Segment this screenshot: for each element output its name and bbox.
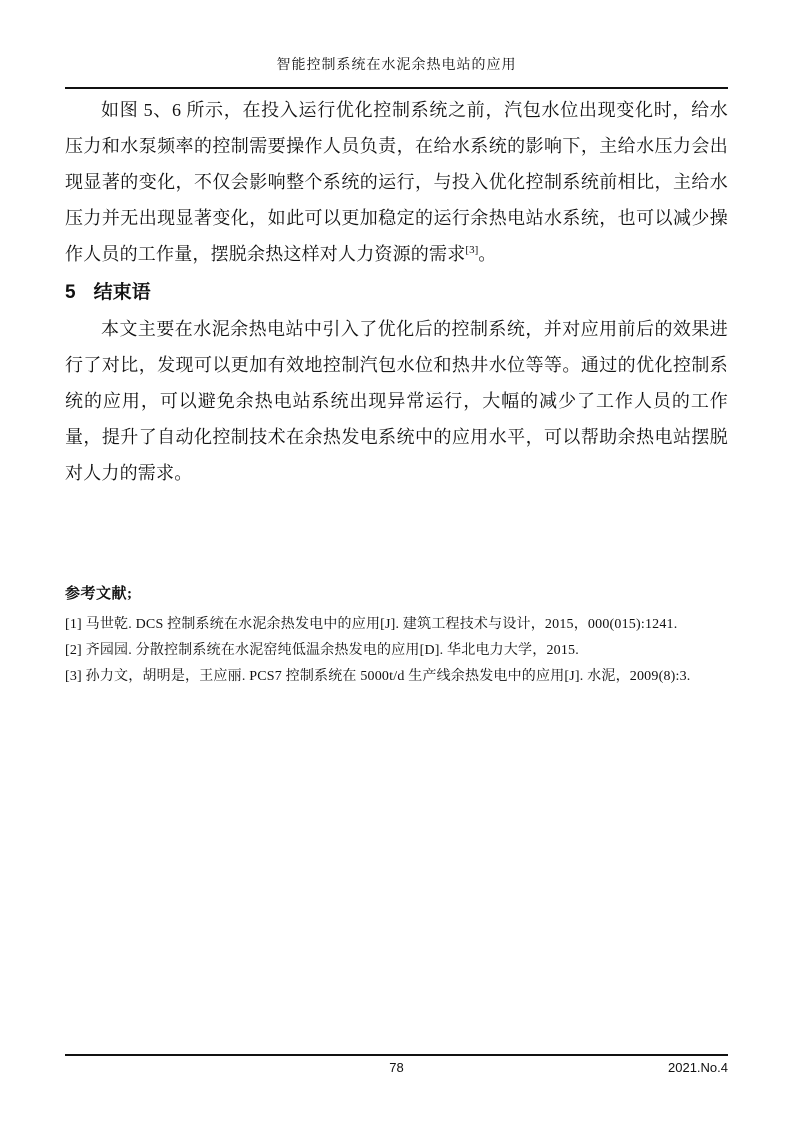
reference-item-2: [2] 齐园园. 分散控制系统在水泥窑纯低温余热发电的应用[D]. 华北电力大学，2015. [65, 643, 579, 658]
paragraph-1 [65, 92, 728, 272]
paragraph-1-tail: 。 [478, 244, 497, 264]
references-section [65, 583, 728, 690]
paragraph-2-text: 本文主要在水泥余热电站中引入了优化后的控制系统，并对应用前后的效果进行了对比，发现可以更加有效地控制汽包水位和热井水位等等。通过的优化控制系统的应用，可以避免余热电站系统出现异常运行，大幅的减少了工作人员的工作量，提升了自动化控制技术在余热发电系统中的应用水平，可以帮助余热电站摆脱对人力的需求。 [65, 319, 728, 483]
running-header [65, 56, 728, 89]
footer-page-number: 78 [389, 1060, 404, 1075]
citation-superscript: [3] [465, 244, 479, 256]
section-heading-conclusion [65, 278, 728, 308]
reference-list [65, 612, 728, 690]
reference-item-3: [3] 孙力文，胡明是，王应丽. PCS7 控制系统在 5000t/d 生产线余热发电中的应用[J]. 水泥，2009(8):3. [65, 669, 691, 684]
paragraph-2 [65, 311, 728, 491]
reference-item-1: [1] 马世乾. DCS 控制系统在水泥余热发电中的应用[J]. 建筑工程技术与设计，2015，000(015):1241. [65, 617, 678, 632]
page-content [65, 0, 728, 690]
page-footer [65, 1054, 728, 1078]
references-heading: 参考文献; [65, 586, 133, 602]
section-title: 结束语 [93, 282, 151, 303]
paragraph-1-text: 如图 5、6 所示，在投入运行优化控制系统之前，汽包水位出现变化时，给水压力和水泵频率的控制需要操作人员负责，在给水系统的影响下，主给水压力会出现显著的变化，不仅会影响整个系统的运行，与投入优化控制系统前相比，主给水压力并无出现显著变化，如此可以更加稳定的运行余热电站水系统，也可以减少操作人员的工作量，摆脱余热这样对人力资源的需求 [65, 100, 728, 264]
running-header-title: 智能控制系统在水泥余热电站的应用 [276, 58, 517, 73]
footer-issue: 2021.No.4 [668, 1060, 728, 1075]
section-number: 5 [65, 282, 76, 303]
